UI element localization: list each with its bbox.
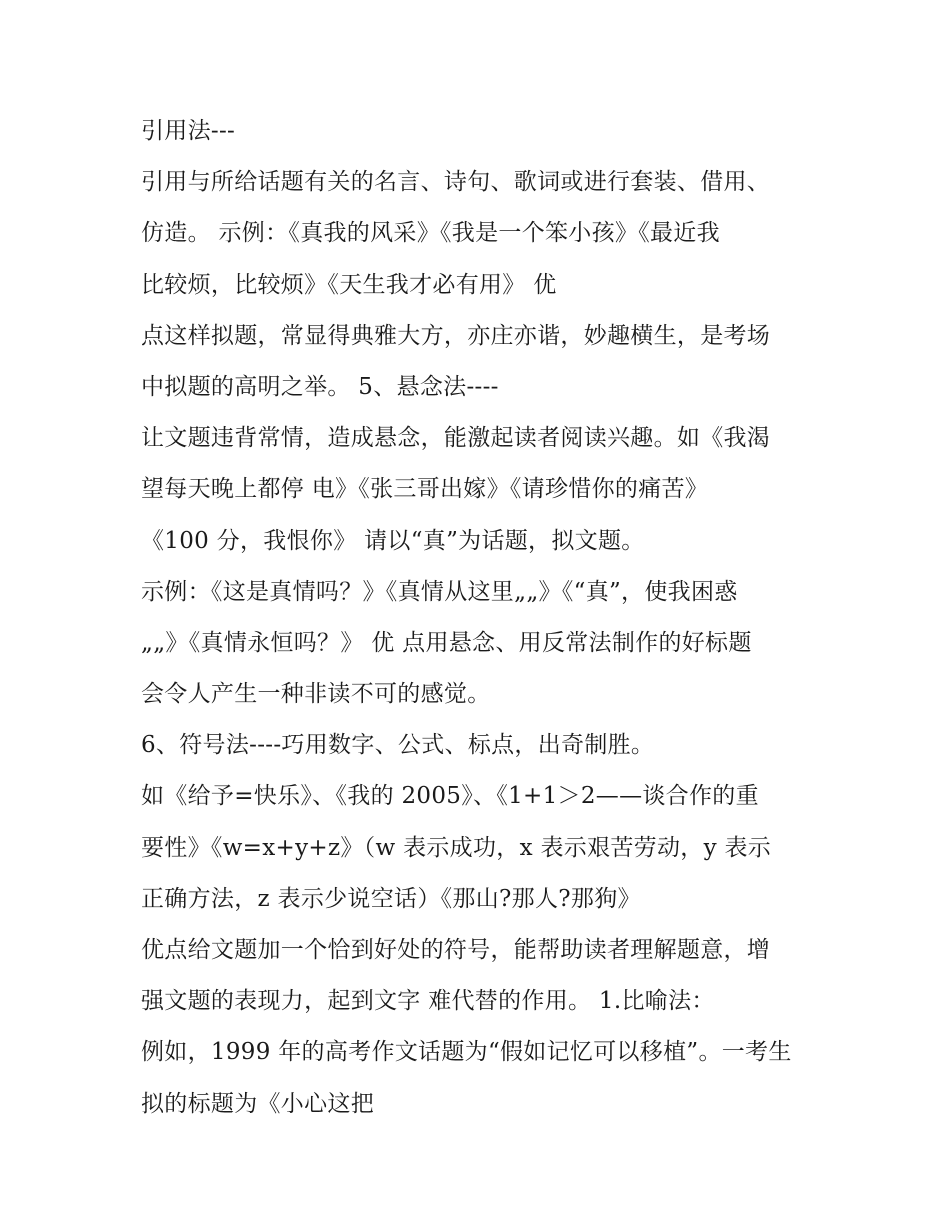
text-line: 点这样拟题，常显得典雅大方，亦庄亦谐，妙趣横生，是考场 [141,322,771,349]
text-line: 6、符号法----巧用数字、公式、标点，出奇制胜。 [141,732,655,759]
text-line: 正确方法，z 表示少说空话）《那山?那人?那狗》 [141,885,641,912]
text-line: 中拟题的高明之举。 5、悬念法---- [141,373,499,400]
text-line: 如《给予=快乐》、《我的 2005》、《1+1＞2——谈合作的重 [141,783,759,810]
text-line: 仿造。 示例：《真我的风采》《我是一个笨小孩》《最近我 [141,220,720,247]
text-line: 《100 分，我恨你》 请以“真”为话题，拟文题。 [141,527,645,554]
text-line: 要性》《w=x+y+z》（w 表示成功，x 表示艰苦劳动，y 表示 [141,834,772,861]
text-line: 优点给文题加一个恰到好处的符号，能帮助读者理解题意，增 [141,937,771,963]
text-line: 强文题的表现力，起到文字 难代替的作用。 1.比喻法： [141,988,715,1015]
text-line: „„》《真情永恒吗？》 优 点用悬念、用反常法制作的好标题 [141,629,752,656]
text-line: 示例：《这是真情吗？》《真情从这里„„》《“真”，使我困惑 [141,578,738,605]
text-line: 比较烦，比较烦》《天生我才必有用》 优 [141,271,557,298]
text-line: 引用与所给话题有关的名言、诗句、歌词或进行套装、借用、 [141,169,771,196]
text-line: 引用法--- [141,118,236,144]
text-line: 拟的标题为《小心这把 [141,1090,374,1117]
text-line: 会令人产生一种非读不可的感觉。 [141,681,491,708]
document-body [141,106,821,1130]
text-line: 例如，1999 年的高考作文话题为“假如记忆可以移植”。一考生 [141,1039,792,1066]
text-line: 让文题违背常情，造成悬念，能激起读者阅读兴趣。如《我渴 [141,425,771,452]
text-line: 望每天晚上都停 电》《张三哥出嫁》《请珍惜你的痛苦》 [141,476,709,503]
